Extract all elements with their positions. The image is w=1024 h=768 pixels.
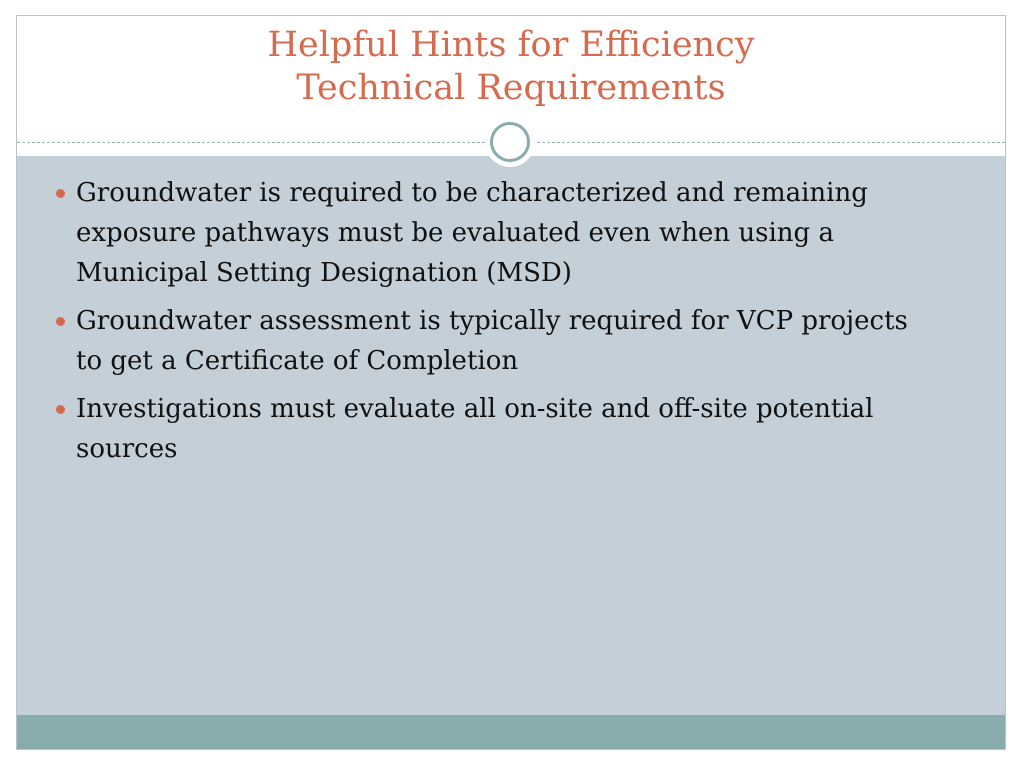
bullet-text: Investigations must evaluate all on-site and off-site potential sources (76, 394, 874, 464)
footer-band (17, 715, 1005, 750)
bullet-text: Groundwater assessment is typically required for VCP projects to get a Certificate of Completion (76, 306, 908, 376)
slide-title (17, 24, 1005, 110)
bullet-dot-icon (56, 189, 65, 198)
bullet-item (56, 301, 916, 381)
bullet-item (56, 173, 916, 293)
bullet-dot-icon (56, 317, 65, 326)
bullet-list (56, 173, 916, 477)
title-line-1: Helpful Hints for Efficiency (267, 25, 755, 65)
bullet-item (56, 389, 916, 469)
circle-ring (490, 122, 530, 162)
circle-ornament-icon (485, 117, 535, 167)
bullet-dot-icon (56, 405, 65, 414)
bullet-text: Groundwater is required to be characterized and remaining exposure pathways must be evaluated even when using a Municipal Setting Designation (MSD) (76, 178, 868, 288)
title-line-2: Technical Requirements (296, 68, 726, 108)
